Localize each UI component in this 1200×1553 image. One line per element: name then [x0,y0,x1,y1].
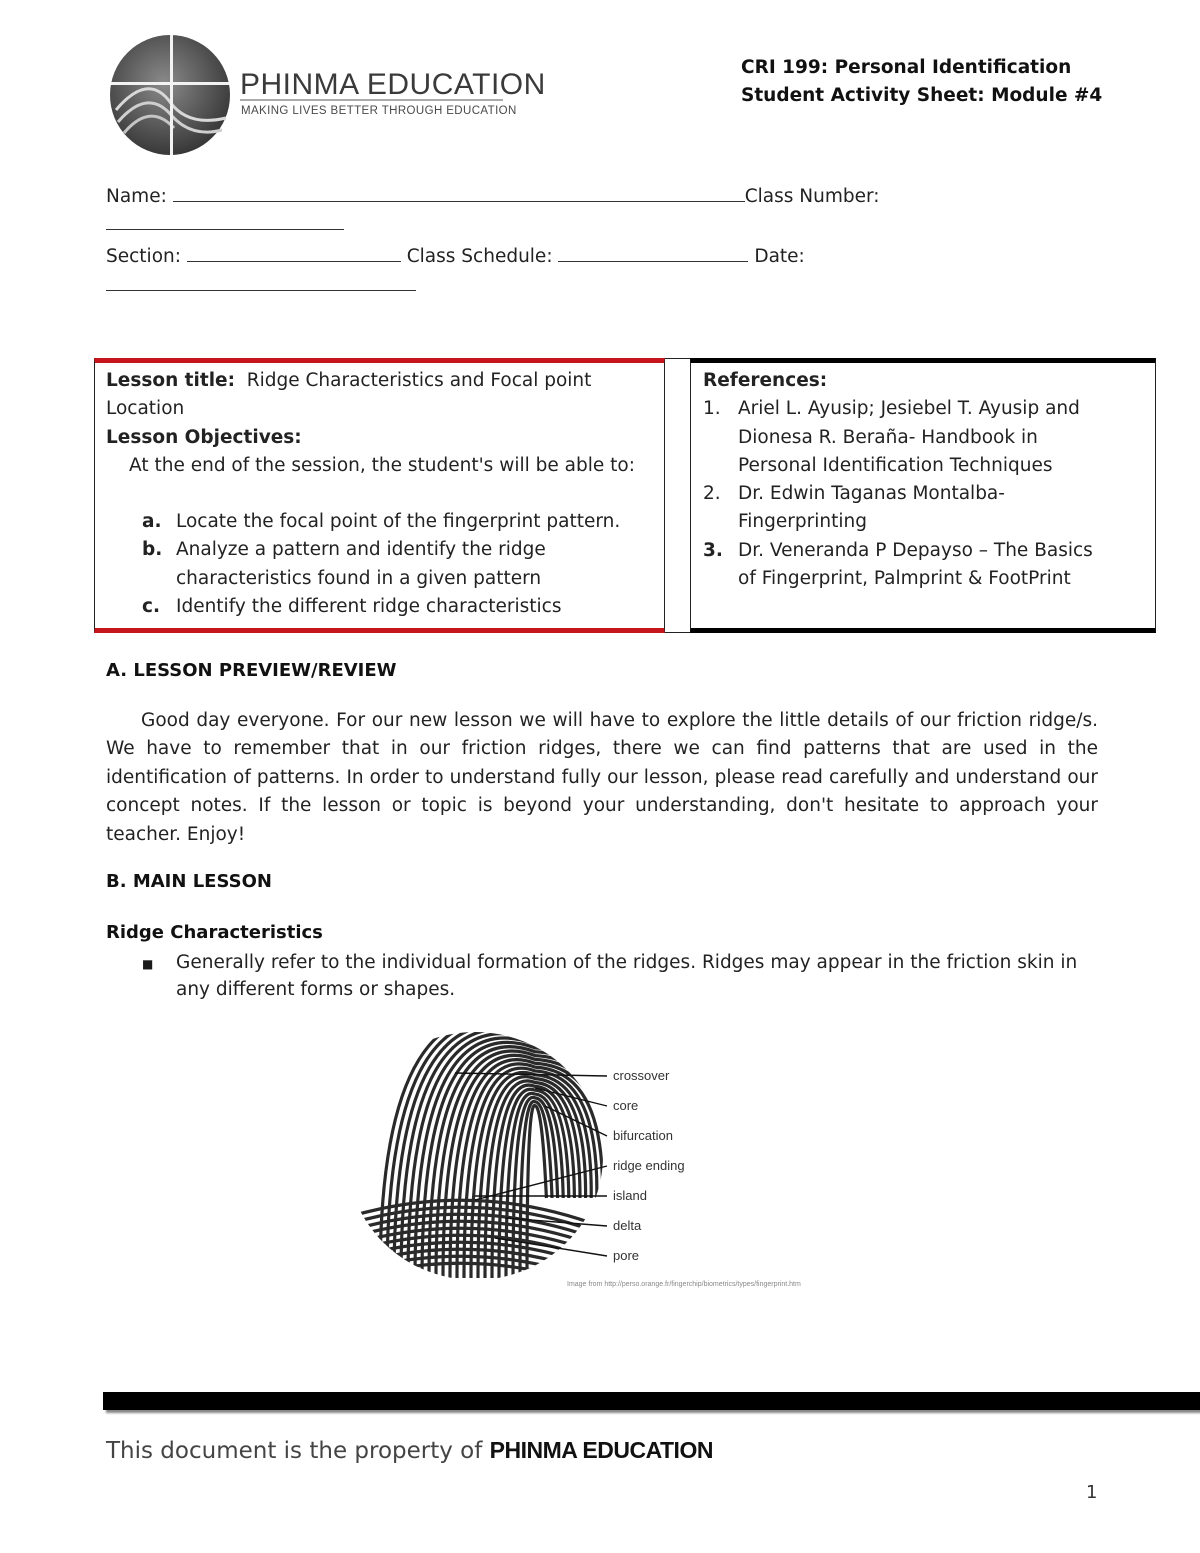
footer-bar [103,1392,1200,1410]
reference-marker: 3. [703,539,723,561]
objective-marker: a. [142,511,162,533]
fingerprint-label: island [613,1188,647,1203]
footer-brand: PHINMA EDUCATION [489,1437,713,1463]
reference-text: Dr. Veneranda P Depayso – The Basics [738,539,1093,561]
fingerprint-label: pore [613,1248,640,1263]
logo-tagline: MAKING LIVES BETTER THROUGH EDUCATION [241,105,517,117]
ridge-line [345,1263,605,1291]
objective-marker: b. [142,539,163,561]
logo-wordmark: PHINMA EDUCATION [240,68,546,101]
objective-text: Analyze a pattern and identify the ridge [176,539,546,561]
reference-text: Ariel L. Ayusip; Jesiebel T. Ayusip and [738,398,1080,420]
reference-item [703,537,1148,594]
lesson-title-label: Lesson title: [106,370,235,391]
name-field[interactable] [173,185,745,202]
section-a-heading: A. LESSON PREVIEW/REVIEW [106,660,397,681]
section-b-heading: B. MAIN LESSON [106,871,272,892]
ridge-characteristics-heading: Ridge Characteristics [106,922,323,943]
name-label: Name: [106,186,167,207]
table-spacer [665,358,690,633]
footer-prefix: This document is the property of [106,1438,483,1464]
fingerprint-label: delta [613,1218,642,1233]
reference-text: Dionesa R. Beraña- Handbook in [738,426,1038,448]
reference-text: Personal Identification Techniques [738,454,1053,476]
lesson-title-value: Ridge Characteristics and Focal point [246,370,592,391]
image-credit: Image from http://perso.orange.fr/fingerchip/biometrics/types/fingerprint.htm [567,1281,801,1288]
class-number-row [106,213,344,235]
lesson-title-value-cont: Location [106,398,185,420]
reference-item [703,395,1148,480]
fingerprint-label: core [613,1098,639,1113]
section-a-paragraph: Good day everyone. For our new lesson we will have to explore the little details of our friction ridge/s. We have to remember that in our friction ridges, there we can find patterns that are used in the identification of patterns. In order to understand fully our lesson, please read carefully and understand our concept notes. If the lesson or topic is beyond your understanding, don't hesitate to approach your teacher. Enjoy! [106,710,1098,845]
date-field[interactable] [106,274,416,291]
section-label: Section: [106,246,181,267]
reference-text: of Fingerprint, Palmprint & FootPrint [738,568,1071,590]
section-row [106,245,805,267]
ridge-line [345,1256,605,1284]
references-label: References: [703,370,828,391]
objective-text-cont: characteristics found in a given pattern [176,567,542,589]
bullet-icon: ■ [142,957,154,971]
date-row [106,274,416,296]
objective-marker: c. [142,596,160,618]
reference-marker: 1. [703,398,721,420]
fingerprint-label: crossover [613,1068,670,1083]
section-field[interactable] [187,245,401,262]
reference-marker: 2. [703,483,721,505]
objectives-label: Lesson Objectives: [106,426,302,448]
objective-text: Identify the different ridge characteristics [176,596,562,618]
reference-text: Fingerprinting [738,511,867,533]
schedule-label: Class Schedule: [406,246,553,267]
objectives-intro: At the end of the session, the student's will be able to: [129,454,635,476]
objective-item [106,508,656,536]
schedule-field[interactable] [558,245,748,262]
objective-item [106,536,656,593]
page-number: 1 [1086,1482,1098,1503]
name-row [106,185,879,207]
fingerprint-diagram [345,1028,865,1290]
course-title: CRI 199: Personal Identification [741,57,1072,78]
lesson-info [106,367,656,621]
objective-text: Locate the focal point of the fingerprint pattern. [176,511,621,533]
class-number-field[interactable] [106,213,344,230]
references-list [703,367,1148,593]
fingerprint-label: bifurcation [613,1128,673,1143]
phinma-logo [108,32,546,158]
bullet-text: Generally refer to the individual formation of the ridges. Ridges may appear in the friction skin in any different forms or shapes. [176,952,1078,1000]
footer-text [106,1437,713,1464]
class-number-label: Class Number: [744,186,880,207]
sheet-title: Student Activity Sheet: Module #4 [741,85,1103,106]
fingerprint-label: ridge ending [613,1158,685,1173]
objective-item [106,593,656,621]
reference-text: Dr. Edwin Taganas Montalba- [738,483,1005,505]
date-label: Date: [754,246,805,267]
reference-item [703,480,1148,537]
